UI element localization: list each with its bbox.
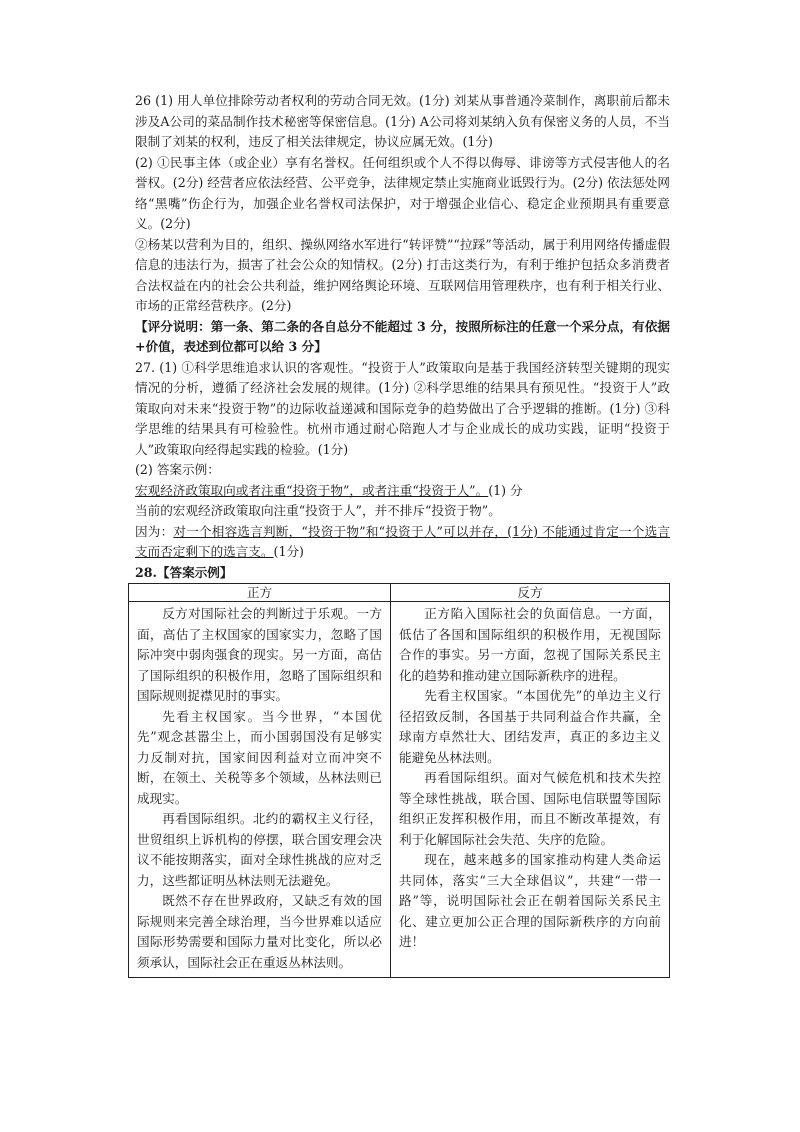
q28-heading: 28.【答案示例】 <box>135 564 233 580</box>
q27-underlined-claim: 宏观经济政策取向或者注重“投资于物”，或者注重“投资于人”。 <box>135 482 489 498</box>
con-side-cell <box>391 602 670 978</box>
debate-table-body-row <box>129 602 670 978</box>
q26-part1: 26 (1) 用人单位排除劳动者权利的劳动合同无效。(1分) 刘某从事普通冷菜制作，离职前后都未涉及A公司的菜品制作技术秘密等保密信息。(1分) A公司将刘某纳入负有保密义务的人员，不当限制了刘某的权利，违反了相关法律规定，协议应属无效。(1分) <box>135 93 670 149</box>
pro-side-header: 正方 <box>129 584 391 602</box>
debate-table-header-row <box>129 584 670 602</box>
con-paragraph: 再看国际组织。面对气候危机和技术失控等全球性挑战，联合国、国际电信联盟等国际组织正发挥积极作用，而且不断改革提效，有利于化解国际社会失范、失序的危险。 <box>399 770 661 847</box>
pro-paragraph: 先看主权国家。当今世界，“本国优先”观念甚嚣尘上，而小国弱国没有足够实力反制对抗，国家间因利益对立而冲突不断，在领土、关税等多个领域，丛林法则已成现实。 <box>137 708 382 806</box>
answer-key-page <box>135 91 670 978</box>
con-paragraph: 正方陷入国际社会的负面信息。一方面，低估了各国和国际组织的积极作用，无视国际合作的事实。另一方面，忽视了国际关系民主化的趋势和推动建立国际新秩序的进程。 <box>399 606 661 683</box>
q27-example-line3 <box>135 522 670 563</box>
q27-part1: 27. (1) ①科学思维追求认识的客观性。“投资于人”政策取向是基于我国经济转型关键期的现实情况的分析，遵循了经济社会发展的规律。(1分) ②科学思维的结果具有预见性。“投资于人”政策取向对未来“投资于物”的边际收益递减和国际竞争的趋势做出了合乎逻辑的推断。(1分) ③科学思维的结果具有可检验性。杭州市通过耐心陪跑人才与企业成长的成功实践，证明“投资于人”政策取向经得起实践的检验。(1分) <box>135 359 670 457</box>
q27-part2-label: (2) 答案示例： <box>135 462 220 477</box>
pro-paragraph: 再看国际组织。北约的霸权主义行径，世贸组织上诉机构的停摆，联合国安理会决议不能按期落实，面对全球性挑战的应对乏力，这些都证明丛林法则无法避免。 <box>137 811 382 888</box>
q27-reason-score: (1分) <box>273 544 304 559</box>
con-paragraph: 现在，越来越多的国家推动构建人类命运共同体，落实“三大全球倡议”，共建“一带一路”等，说明国际社会正在朝着国际关系民主化、建立更加公正合理的国际新秩序的方向前进！ <box>399 852 661 949</box>
pro-paragraph: 反方对国际社会的判断过于乐观。一方面，高估了主权国家的国家实力，忽略了国际冲突中弱肉强食的现实。另一方面，高估了国际组织的积极作用，忽略了国际组织和国际规则捉襟见肘的事实。 <box>137 606 382 703</box>
q27-claim-score: (1) 分 <box>488 482 523 498</box>
q27-example-line2: 当前的宏观经济政策取向注重“投资于人”，并不排斥“投资于物”。 <box>135 503 501 518</box>
q26-scoring-note: 【评分说明：第一条、第二条的各自总分不能超过 3 分，按照所标注的任意一个采分点，有依据+价值，表述到位都可以给 3 分】 <box>135 318 670 354</box>
q27-example-line1 <box>135 481 670 502</box>
pro-paragraph: 既然不存在世界政府，又缺乏有效的国际规则来完善全球治理，当今世界难以适应国际形势需要和国际力量对比变化，所以必须承认，国际社会正在重返丛林法则。 <box>137 893 382 970</box>
pro-side-cell <box>129 602 391 978</box>
q26-part2-item2: ②杨某以营利为目的，组织、操纵网络水军进行“转评赞”“拉踩”等活动，属于利用网络传播虚假信息的违法行为，损害了社会公众的知情权。(2分) 打击这类行为，有利于维护包括众多消费者合法权益在内的社会公共利益，维护网络舆论环境、互联网信用管理秩序，也有利于相关行业、市场的正常经营秩序。(2分) <box>135 236 670 313</box>
q27-reason-lead: 因为： <box>135 523 174 539</box>
q26-part2-item1: (2) ①民事主体（或企业）享有名誉权。任何组织或个人不得以侮辱、诽谤等方式侵害他人的名誉权。(2分) 经营者应依法经营、公平竞争，法律规定禁止实施商业诋毁行为。(2分) 依法惩处网络“黑嘴”伤企行为，加强企业名誉权司法保护，对于增强企业信心、稳定企业预期具有重要意义。(2分) <box>135 154 670 231</box>
con-side-header: 反方 <box>391 584 670 602</box>
q27-underlined-reason: 对一个相容选言判断，“投资于物”和“投资于人”可以并存，(1分) 不能通过肯定一个选言支而否定剩下的选言支。 <box>135 523 670 559</box>
debate-table <box>128 583 670 978</box>
con-paragraph: 先看主权国家。“本国优先”的单边主义行径招致反制，各国基于共同利益合作共赢，全球南方卓然壮大、团结发声，真正的多边主义能避免丛林法则。 <box>399 688 661 765</box>
